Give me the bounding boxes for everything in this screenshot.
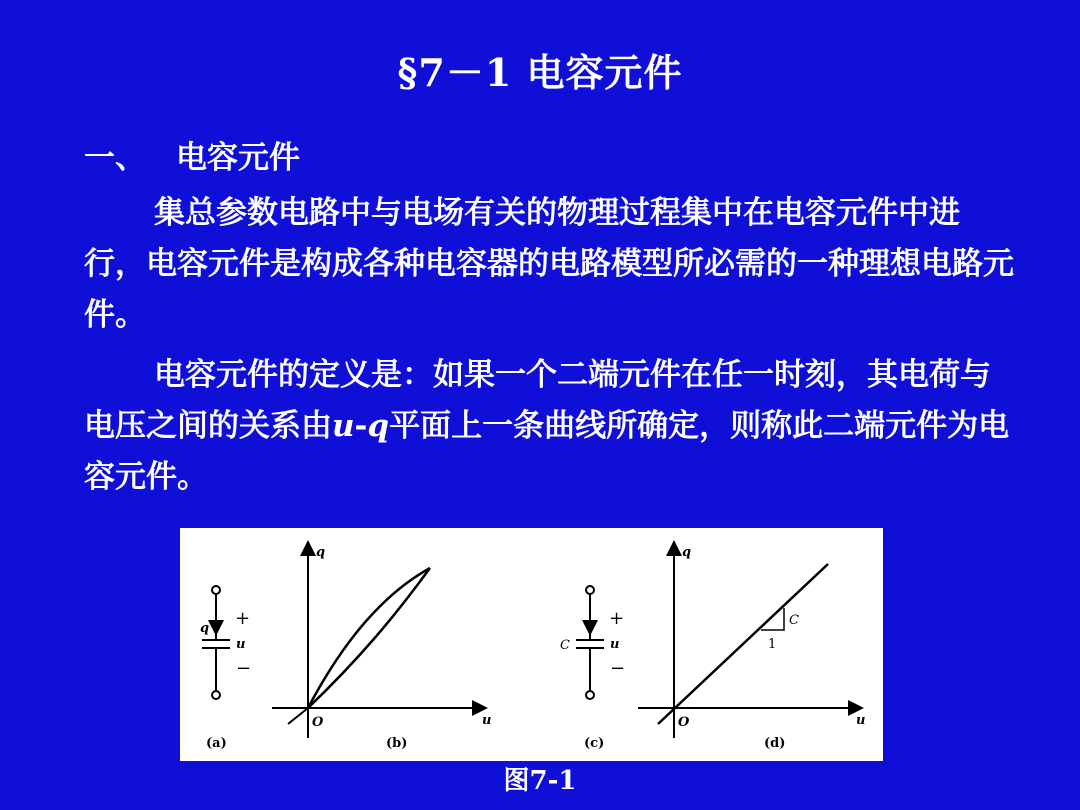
panel-c-capacitor-symbol bbox=[576, 586, 604, 699]
panel-d-u-axis-label: u bbox=[856, 713, 866, 728]
panel-d-label: (d) bbox=[764, 736, 786, 751]
panel-a-charge-label: q bbox=[200, 621, 210, 636]
panel-b-origin-label: O bbox=[312, 715, 324, 730]
panel-b-nonlinear-plot bbox=[272, 548, 480, 738]
paragraph-definition bbox=[84, 350, 1014, 503]
paragraph-lumped-parameter bbox=[84, 188, 1014, 341]
paragraph2-before: 电容元件的定义是：如果一个二端元件在任一时刻，其电荷与电压之间的关系由 bbox=[84, 357, 991, 444]
panel-b-q-axis-label: q bbox=[316, 545, 326, 560]
panel-c-capacitance-label: C bbox=[560, 638, 570, 653]
panel-c-label: (c) bbox=[584, 736, 605, 751]
panel-d-line bbox=[658, 564, 828, 724]
panel-d-linear-plot bbox=[638, 548, 856, 738]
paragraph1-text: 集总参数电路中与电场有关的物理过程集中在电容元件中进行，电容元件是构成各种电容器的电路模型所必需的一种理想电路元件。 bbox=[84, 195, 1014, 333]
panel-a-minus-label: − bbox=[236, 658, 252, 679]
panel-c-top-terminal bbox=[586, 586, 594, 594]
panel-d-slope-1-label: 1 bbox=[768, 637, 777, 652]
figure-7-1 bbox=[180, 528, 883, 761]
slide-title: §7－1 电容元件 bbox=[397, 50, 683, 95]
panel-b-lower-curve bbox=[308, 568, 430, 708]
panel-a-plus-label: + bbox=[235, 608, 251, 629]
panel-d-q-axis-label: q bbox=[682, 545, 692, 560]
panel-b-u-axis-label: u bbox=[482, 713, 492, 728]
panel-a-bottom-terminal bbox=[212, 691, 220, 699]
paragraph2-dash: - bbox=[354, 408, 368, 444]
panel-d-slope-triangle bbox=[761, 608, 784, 630]
panel-c-voltage-label: u bbox=[610, 637, 620, 652]
panel-b-upper-curve bbox=[308, 568, 430, 708]
panel-c-bottom-terminal bbox=[586, 691, 594, 699]
panel-c-plus-label: + bbox=[609, 608, 625, 629]
section-heading bbox=[84, 132, 300, 177]
panel-b-curve-tail bbox=[288, 708, 308, 724]
section-heading-text: 电容元件 bbox=[176, 140, 300, 176]
panel-a-capacitor-symbol bbox=[202, 586, 230, 699]
section-number: 一、 bbox=[84, 140, 146, 176]
panel-d-slope-c-label: C bbox=[789, 613, 799, 628]
panel-d-origin-label: O bbox=[678, 715, 690, 730]
panel-a-top-terminal bbox=[212, 586, 220, 594]
paragraph2-var-u: u bbox=[332, 408, 355, 444]
panel-a-voltage-label: u bbox=[236, 637, 246, 652]
figure-caption: 图7-1 bbox=[503, 766, 577, 796]
panel-c-minus-label: − bbox=[610, 658, 626, 679]
paragraph2-after: 平面上一条曲线所确定，则称此二端元件为电容元件。 bbox=[84, 408, 1010, 495]
figure-7-1-svg bbox=[180, 528, 883, 761]
panel-b-label: (b) bbox=[386, 736, 408, 751]
paragraph2-var-q: q bbox=[367, 408, 390, 444]
panel-a-label: (a) bbox=[206, 736, 227, 751]
